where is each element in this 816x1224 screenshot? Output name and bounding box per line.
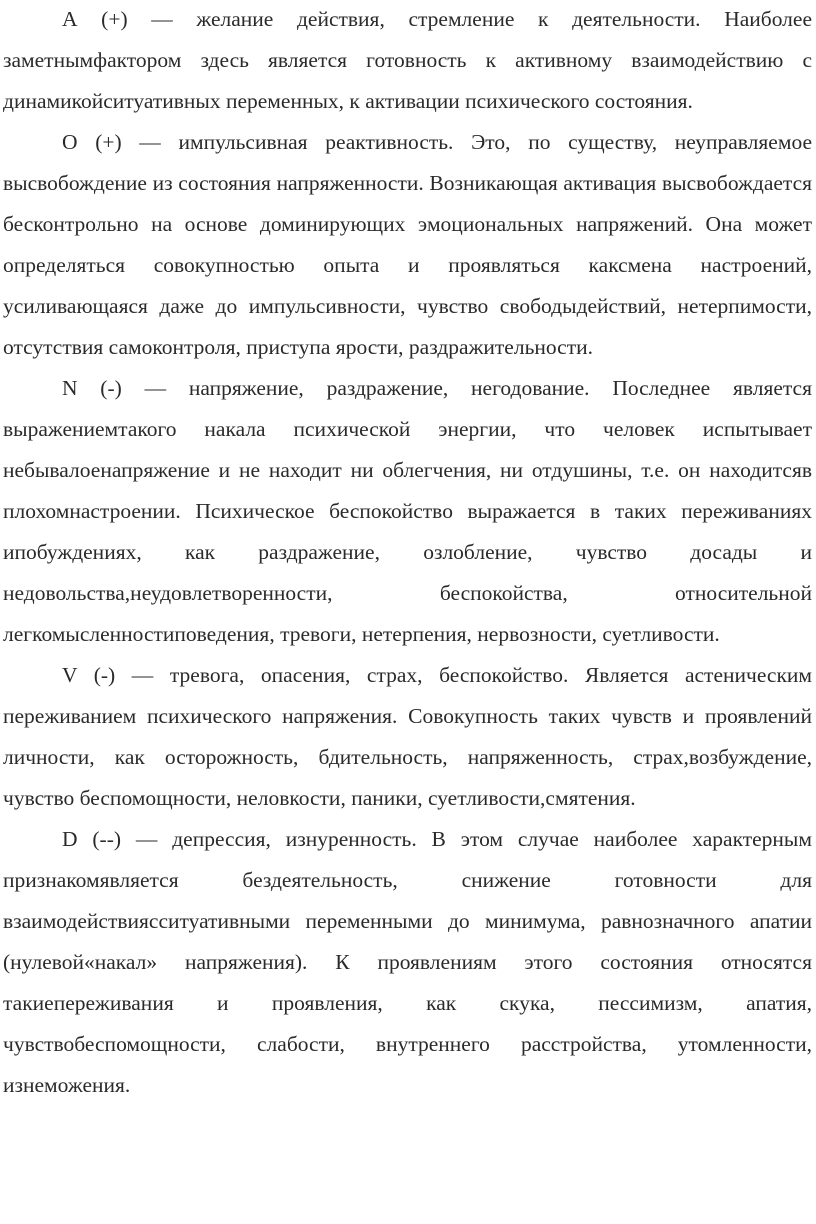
paragraph-o-plus: О (+) — импульсивная реактивность. Это, по существу, неуправляемое высвобождение из состояния напряженности. Возникающая активация высвобождается бесконтрольно на основе доминирующих эмоциональных напряжений. Она может определяться совокупностью опыта и проявляться каксмена настроений, усиливающаяся даже до импульсивности, чувство свободыдействий, нетерпимости, отсутствия самоконтроля, приступа ярости, раздражительности.: [3, 130, 812, 359]
paragraph-d-double-minus: D (--) — депрессия, изнуренность. В этом случае наиболее характерным признакомявляется бездеятельность, снижение готовности для взаимодействиясситуативными переменными до минимума, равнозначного апатии (нулевой«накал» напряжения). К проявлениям этого состояния относятся такиепереживания и проявления, как скука, пессимизм, апатия, чувствобеспомощности, слабости, внутреннего расстройства, утомленности, изнеможения.: [3, 827, 812, 1097]
paragraph-a-plus: А (+) — желание действия, стремление к деятельности. Наиболее заметнымфактором здесь является готовность к активному взаимодействию с динамикойситуативных переменных, к активации психического состояния.: [3, 7, 812, 113]
document-page: [3, 0, 812, 1106]
paragraph-v-minus: V (-) — тревога, опасения, страх, беспокойство. Является астеническим переживанием психического напряжения. Совокупность таких чувств и проявлений личности, как осторожность, бдительность, напряженность, страх,возбуждение, чувство беспомощности, неловкости, паники, суетливости,смятения.: [3, 663, 812, 810]
paragraph-n-minus: N (-) — напряжение, раздражение, негодование. Последнее является выражениемтакого накала психической энергии, что человек испытывает небывалоенапряжение и не находит ни облегчения, ни отдушины, т.е. он находитсяв плохомнастроении. Психическое беспокойство выражается в таких переживаниях ипобуждениях, как раздражение, озлобление, чувство досады и недовольства,неудовлетворенности, беспокойства, относительной легкомысленностиповедения, тревоги, нетерпения, нервозности, суетливости.: [3, 376, 812, 646]
